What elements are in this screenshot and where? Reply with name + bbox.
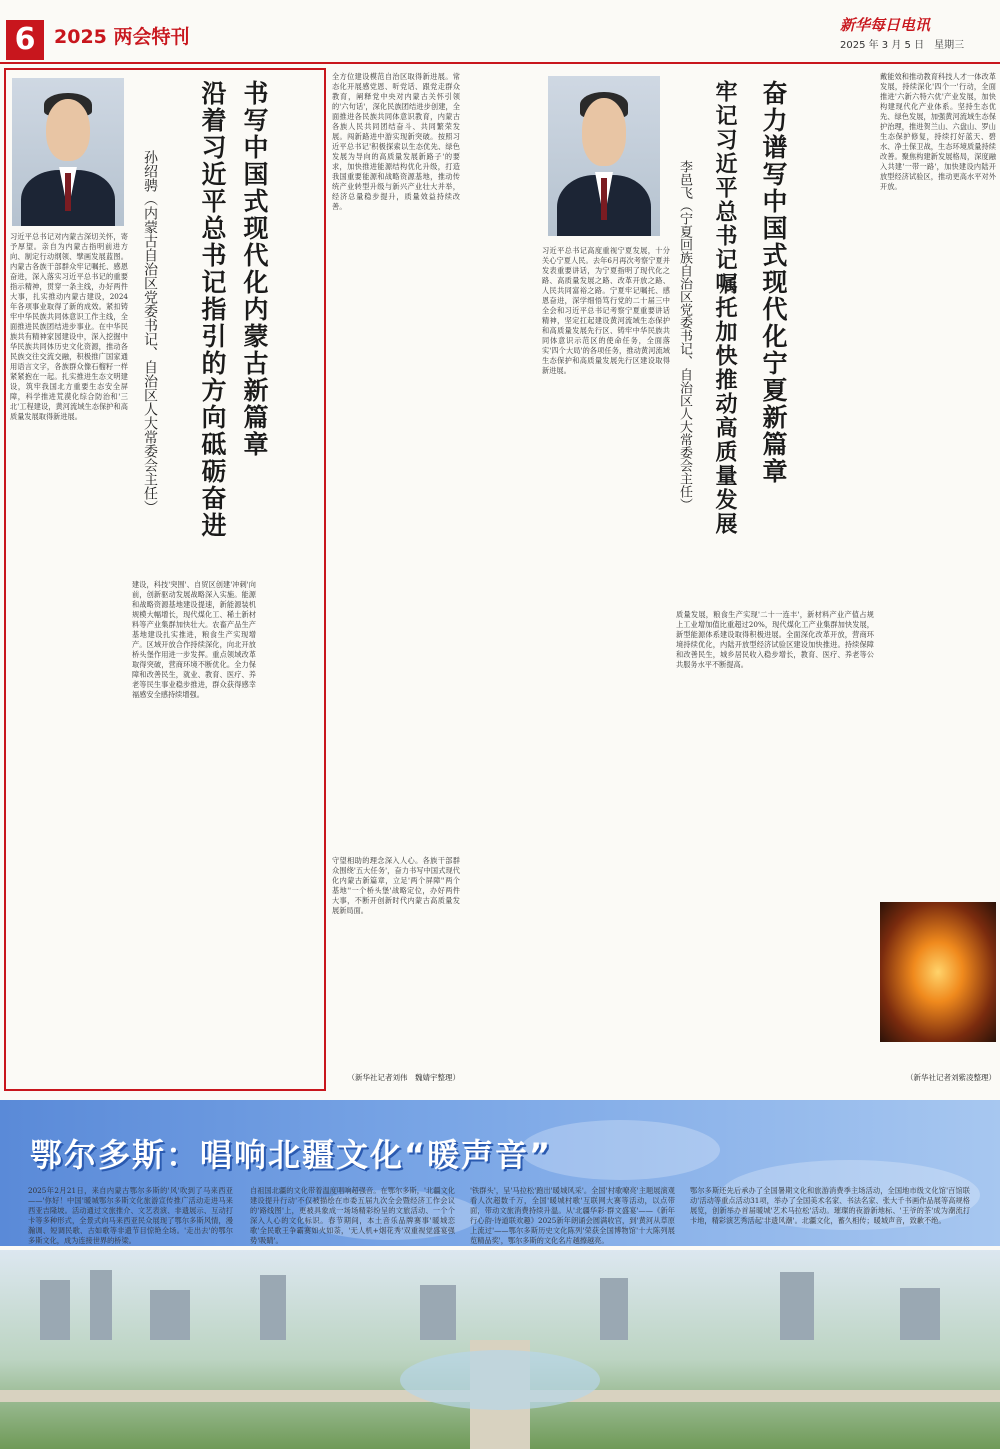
left-article-title: 书写中国式现代化内蒙古新篇章: [240, 80, 269, 458]
feature-col4: 鄂尔多斯还先后承办了全国暑期文化和旅游消费季主场活动，全国地市级文化馆'百馆联动'活动等重点活动31项，举办了全国美术名家、书法名家、张大千书画作品展等高规格展览，创新举办首届暖城'艺术马拉松'活动。璀璨的夜游新地标、'王爷的茶'成为潮流打卡地，精彩演艺秀活起'非遗风潮'。北疆文化，蓄久相传；暖城声音，致歉不绝。: [690, 1186, 970, 1225]
city-aerial-photo: [0, 1250, 1000, 1449]
portrait-photo-right: [548, 76, 660, 236]
right-article-subtitle: 牢记习近平总书记嘱托加快推动高质量发展: [712, 80, 738, 536]
section-title: 2025 两会特刊: [54, 26, 190, 48]
feature-col1: 2025年2月21日，来自内蒙古鄂尔多斯的'风'吹到了马来西亚——'你好！中国'暖城鄂尔多斯文化旅游宣传推广活动走进马来西亚吉隆坡。活动通过文旅推介、文艺表演、非遗展示、互动打卡等多种形式，全景式向马来西亚民众展现了鄂尔多斯风情，漫瀚调、短调民歌、古如歌等非遗节目惊艳全场。'走出去'的鄂尔多斯文化，成为连接世界的桥梁。: [28, 1186, 233, 1245]
left-article-col1: 习近平总书记对内蒙古深切关怀，寄予厚望。亲自为内蒙古指明前进方向、制定行动纲领、擘画发展蓝图。内蒙古各族干部群众牢记嘱托、感恩奋进，深入落实习近平总书记的重要指示精神，贯穿一条主线，办好两件大事，扎实推动内蒙古建设，2024年各项事业取得了新的成效。紧扣铸牢中华民族共同体意识工作主线，全面推进民族团结进步事业。在中华民族共有精神家园建设中，深入挖掘中华民族共同体历史文化资源，推动各民族交往交流交融，积极推广国家通用语言文字，各族群众像石榴籽一样紧紧抱在一起。扎实推进生态文明建设，筑牢我国北方重要生态安全屏障，科学推进荒漠化综合防治和'三北'工程建设，黄河流域生态保护和高质量发展取得新进展。: [10, 232, 128, 421]
right-article-signature: （新华社记者刘紫凌整理）: [906, 1073, 996, 1082]
masthead-rule: [0, 62, 1000, 64]
left-article-col2: 建设，科技'突围'、自贸区创建'冲刺'向前，创新驱动发展战略深入实施。能源和战略资源基地建设提速，新能源装机规模大幅增长，现代煤化工、稀土新材料等产业集群加快壮大。农畜产品生产基地建设扎实推进，粮食生产实现增产。区域开放合作持续深化，向北开放桥头堡作用进一步发挥。重点领域改革取得突破，营商环境不断优化。全力保障和改善民生，就业、教育、医疗、养老等民生事业稳步推进，群众获得感幸福感安全感持续增强。: [132, 580, 256, 699]
issue-date: 2025 年 3 月 5 日 星期三: [840, 40, 965, 51]
feature-col3: '铁群头'，呈'马拉松'跑出'暖城风采'。全国'村歌嘹亮'主题展演观看人次超数千万，全国'暖城村歌'互联网大赛等活动，以点带面，带动文旅消费持续升温。从'北疆华彩·群文盛宴'——《新年行心韵·诗道联欢趣》2025新年朗诵会圆满收官，到'黄河从草原上流过'——鄂尔多斯历史文化陈列'荣获全国博物馆'十大陈列展览精品奖'，鄂尔多斯的文化名片越擦越亮。: [470, 1186, 675, 1245]
right-article-col3: 戴能效和推动教育科技人才一体改革发展，持续深化'四个一'行动，全面推进'六新六特六优'产业发展，加快构建现代化产业体系。坚持生态优先、绿色发展，加强黄河流域生态保护治理，推进贺兰山、六盘山、罗山生态保护修复，持续打好蓝天、碧水、净土保卫战，生态环境质量持续改善。聚焦构建新发展格局，深度融入共建'一带一路'，加快建设内陆开放型经济试验区，推动更高水平对外开放。: [880, 72, 996, 191]
portrait-photo-left: [12, 78, 124, 226]
left-article-col4: 守望相助的理念深入人心。各族干部群众围绕'五大任务'，奋力书写中国式现代化内蒙古新篇章，立足'两个屏障''两个基地''一个桥头堡'战略定位，办好两件大事，不断开创新时代内蒙古高质量发展新局面。: [332, 856, 460, 915]
right-article-title: 奋力谱写中国式现代化宁夏新篇章: [759, 80, 788, 485]
feature-col2: 自祖国北疆的文化带着温度唱响超强音。在鄂尔多斯，'北疆文化建设提升行动'不仅被描绘在市委五届九次全会暨经济工作会议的'路线图'上，更被具象成一场场精彩纷呈的文旅活动、一个个深入人心的文化标识。春节期间，本土音乐品牌赛事'暖城恋歌'全民歌王争霸赛如火如荼，'无人机+烟花秀'双重视觉盛宴强势'吸睛'。: [250, 1186, 455, 1245]
feature-title: 鄂尔多斯：唱响北疆文化“暖声音”: [30, 1136, 553, 1174]
left-article-col3: 全方位建设模范自治区取得新进展。常态化开展感党恩、听党话、跟党走群众教育，阐释党中央对内蒙古关怀引领的'六句话'，深化民族团结进步创建，全面推进各民族共同体意识教育，内蒙古各族人民共同团结奋斗、共同繁荣发展。闯新路进中游实现新突破。按照习近平总书记'积极探索以生态优先、绿色发展为导向的高质量发展新路子'的要求，加快推进能源结构优化升级，打造我国重要能源和战略资源基地，推动传统产业转型升级与新兴产业壮大并举，经济总量稳步提升，质量效益持续改善。: [332, 72, 460, 211]
newspaper-brand: 新华每日电讯: [840, 16, 931, 34]
right-article-author: 李邑飞（宁夏回族自治区党委书记、自治区人大常委会主任）: [677, 160, 692, 511]
left-article-signature: （新华社记者刘伟 魏婧宇整理）: [347, 1073, 460, 1082]
right-article-col1: 习近平总书记高度重视宁夏发展，十分关心宁夏人民。去年6月再次考察宁夏并发表重要讲话，为宁夏指明了现代化之路、高质量发展之路、改革开放之路、人民共同富裕之路。宁夏牢记嘱托、感恩奋进，深学细悟笃行党的二十届三中全会和习近平总书记考察宁夏重要讲话精神，坚定扛起建设黄河流域生态保护和高质量发展先行区、铸牢中华民族共同体意识示范区的使命任务，全面落实'四个大局'的各项任务，推动黄河流域生态保护和高质量发展先行区建设取得新进展。: [542, 246, 670, 375]
left-article-subtitle: 沿着习近平总书记指引的方向砥砺奋进: [198, 80, 227, 539]
page-number: 6: [6, 20, 44, 60]
left-article-author: 孙绍骋（内蒙古自治区党委书记、自治区人大常委会主任）: [142, 150, 158, 514]
right-article-col2: 质量发展，粮食生产实现'二十一连丰'，新材料产业产值占规上工业增加值比重超过20%，现代煤化工产业集群加快发展，新型能源体系建设取得积极进展。全面深化改革开放，营商环境持续优化，内陆开放型经济试验区建设加快推进。持续保障和改善民生，城乡居民收入稳步增长，教育、医疗、养老等公共服务水平不断提高。: [676, 610, 874, 669]
fireworks-photo: [880, 902, 996, 1042]
